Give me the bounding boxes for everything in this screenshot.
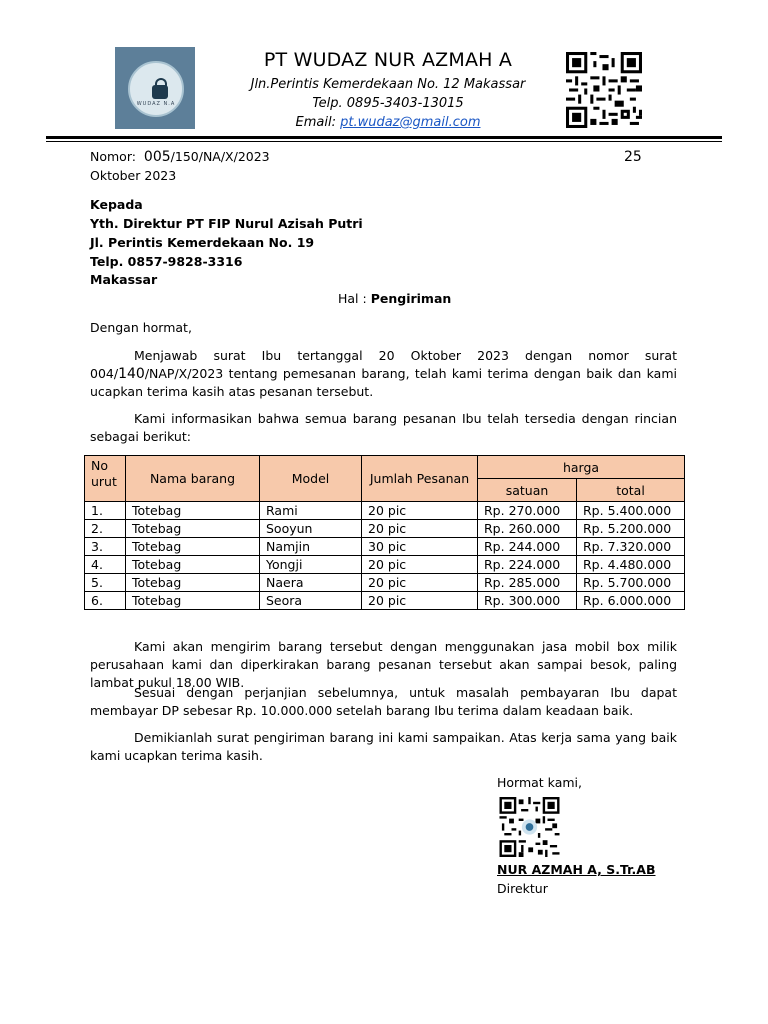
subject-line xyxy=(338,291,451,306)
cell-total: Rp. 4.480.000 xyxy=(577,556,685,574)
cell-nama: Totebag xyxy=(126,556,260,574)
logo-text: WUDAZ N.A xyxy=(136,101,176,107)
letter-number xyxy=(90,149,270,165)
header-rule-thick xyxy=(46,136,722,139)
logo-emblem xyxy=(128,61,184,117)
email-label: Email: xyxy=(295,115,336,130)
table-row xyxy=(85,520,685,538)
header-no: No urut xyxy=(85,456,126,502)
company-name: PT WUDAZ NUR AZMAH A xyxy=(263,49,513,71)
cell-total: Rp. 5.200.000 xyxy=(577,520,685,538)
company-phone: Telp. 0895-3403-13015 xyxy=(312,96,464,111)
table-row xyxy=(85,538,685,556)
paragraph-delivery: Kami akan mengirim barang tersebut dengan menggunakan jasa mobil box milik perusahaan kami dan diperkirakan barang pesanan tersebut akan sampai besok, paling lambat pukul 18.00 WIB. xyxy=(90,639,677,690)
table-row xyxy=(85,502,685,520)
nomor-prefix: 005 xyxy=(143,149,171,165)
recipient-name: Yth. Direktur PT FIP Nurul Azisah Putri xyxy=(90,216,363,231)
company-logo xyxy=(115,47,195,129)
header-satuan: satuan xyxy=(478,479,577,502)
cell-model: Sooyun xyxy=(260,520,362,538)
signatory-title: Direktur xyxy=(497,881,548,896)
salutation: Dengan hormat, xyxy=(90,320,192,335)
cell-model: Rami xyxy=(260,502,362,520)
header-total: total xyxy=(577,479,685,502)
cell-total: Rp. 6.000.000 xyxy=(577,592,685,610)
cell-no: 4. xyxy=(85,556,126,574)
cell-nama: Totebag xyxy=(126,520,260,538)
recipient-address: Jl. Perintis Kemerdekaan No. 19 xyxy=(90,235,315,250)
cell-satuan: Rp. 260.000 xyxy=(478,520,577,538)
recipient-heading: Kepada xyxy=(90,197,143,212)
signature-qr-icon xyxy=(499,797,560,857)
cell-total: Rp. 5.400.000 xyxy=(577,502,685,520)
table-row xyxy=(85,556,685,574)
cell-nama: Totebag xyxy=(126,538,260,556)
qr-code-icon xyxy=(566,51,642,129)
company-email-line xyxy=(215,115,561,130)
letter-date-day: 25 xyxy=(624,149,642,165)
cell-nama: Totebag xyxy=(126,592,260,610)
company-address: Jln.Perintis Kemerdekaan No. 12 Makassar xyxy=(250,77,526,92)
closing-greeting: Hormat kami, xyxy=(497,775,582,790)
cell-jumlah: 20 pic xyxy=(362,592,478,610)
email-link[interactable]: pt.wudaz@gmail.com xyxy=(340,115,481,130)
cell-satuan: Rp. 285.000 xyxy=(478,574,577,592)
header-harga: harga xyxy=(478,456,685,479)
cell-jumlah: 30 pic xyxy=(362,538,478,556)
signatory-name: NUR AZMAH A, S.Tr.AB xyxy=(497,862,656,877)
cell-no: 2. xyxy=(85,520,126,538)
cell-no: 5. xyxy=(85,574,126,592)
cell-no: 6. xyxy=(85,592,126,610)
bag-icon xyxy=(152,85,168,99)
p1-number: 140 xyxy=(118,366,145,382)
cell-model: Naera xyxy=(260,574,362,592)
table-row xyxy=(85,592,685,610)
nomor-suffix: /150/NA/X/2023 xyxy=(170,149,270,164)
paragraph-payment: Sesuai dengan perjanjian sebelumnya, untuk masalah pembayaran Ibu dapat membayar DP sebesar Rp. 10.000.000 setelah barang Ibu terima dalam keadaan baik. xyxy=(90,685,677,718)
p1-text-b: /NAP/X/2023 tentang pemesanan barang, telah kami terima dengan baik dan kami ucapkan terima kasih atas pesanan tersebut. xyxy=(90,366,677,399)
cell-satuan: Rp. 300.000 xyxy=(478,592,577,610)
recipient-city: Makassar xyxy=(90,272,158,287)
header-rule-thin xyxy=(46,141,722,142)
cell-no: 1. xyxy=(85,502,126,520)
cell-total: Rp. 7.320.000 xyxy=(577,538,685,556)
table-row xyxy=(85,574,685,592)
cell-jumlah: 20 pic xyxy=(362,556,478,574)
cell-satuan: Rp. 224.000 xyxy=(478,556,577,574)
cell-jumlah: 20 pic xyxy=(362,502,478,520)
cell-nama: Totebag xyxy=(126,502,260,520)
header-nama-barang: Nama barang xyxy=(126,456,260,502)
header-jumlah-pesanan: Jumlah Pesanan xyxy=(362,456,478,502)
recipient-phone: Telp. 0857-9828-3316 xyxy=(90,254,243,269)
cell-nama: Totebag xyxy=(126,574,260,592)
cell-model: Seora xyxy=(260,592,362,610)
subject-label: Hal : xyxy=(338,291,367,306)
cell-model: Namjin xyxy=(260,538,362,556)
cell-satuan: Rp. 244.000 xyxy=(478,538,577,556)
nomor-label: Nomor: xyxy=(90,149,136,164)
paragraph-closing: Demikianlah surat pengiriman barang ini kami sampaikan. Atas kerja sama yang baik kami ucapkan terima kasih. xyxy=(90,730,677,763)
cell-no: 3. xyxy=(85,538,126,556)
cell-satuan: Rp. 270.000 xyxy=(478,502,577,520)
p1-text-a: Menjawab surat Ibu tertanggal 20 Oktober 2023 dengan nomor surat 004/ xyxy=(90,348,677,381)
cell-model: Yongji xyxy=(260,556,362,574)
subject-value: Pengiriman xyxy=(370,291,452,306)
cell-jumlah: 20 pic xyxy=(362,520,478,538)
order-table xyxy=(84,455,685,610)
cell-total: Rp. 5.700.000 xyxy=(577,574,685,592)
paragraph-reply xyxy=(90,347,677,401)
letter-date-month-year: Oktober 2023 xyxy=(90,168,177,183)
header-model: Model xyxy=(260,456,362,502)
cell-jumlah: 20 pic xyxy=(362,574,478,592)
paragraph-info: Kami informasikan bahwa semua barang pesanan Ibu telah tersedia dengan rincian sebagai berikut: xyxy=(90,411,677,444)
